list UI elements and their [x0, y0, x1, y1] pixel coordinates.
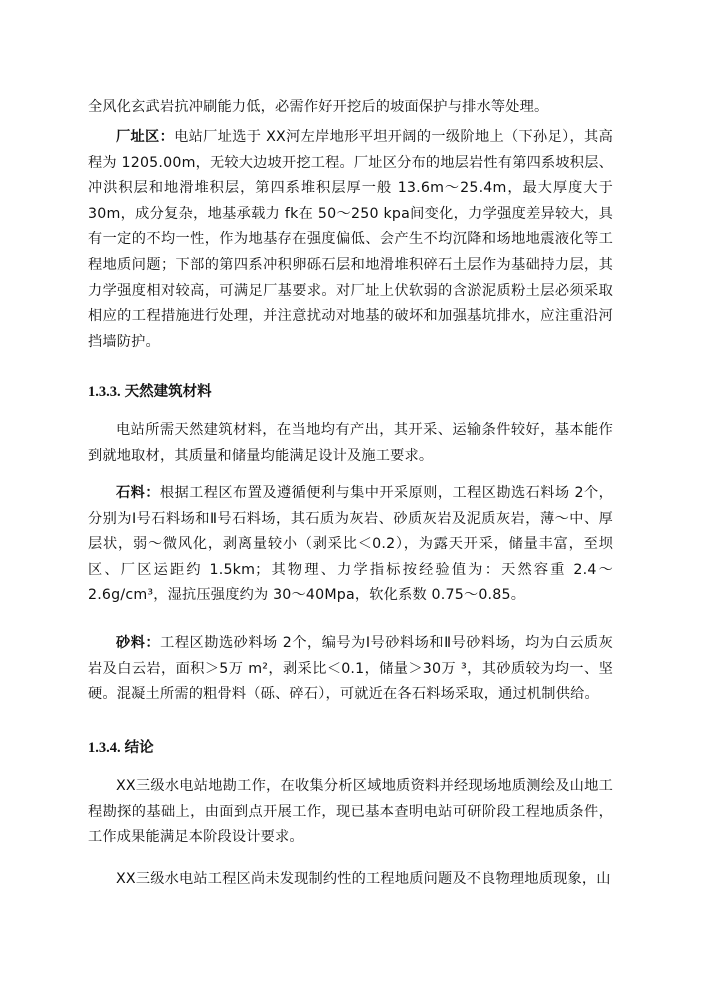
paragraph-text: 全风化玄武岩抗冲刷能力低，必需作好开挖后的坡面保护与排水等处理。	[88, 99, 549, 115]
paragraph-text: 电站厂址选于 XX河左岸地形平坦开阔的一级阶地上（下孙足），其高程为 1205.00m，无较大边坡开挖工程。厂址区分布的地层岩性有第四系坡积层、冲洪积层和地滑堆积层，第四系堆积层厚一般 13.6m～25.4m，最大厚度大于 30m，成分复杂，地基承载力 fk在 50～250 kpa间变化，力学强度差异较大，具有一定的不均一性，作为地基存在强度偏低、会产生不均沉降和场地地震液化等工程地质问题；下部的第四系冲积卵砾石层和地滑堆积碎石土层作为基础持力层，其力学强度相对较高，可满足厂基要求。对厂址上伏软弱的含淤泥质粉土层必须采取相应的工程措施进行处理，并注意扰动对地基的破坏和加强基坑排水，应注重沿河挡墙防护。	[88, 129, 613, 350]
section-number: 1.3.4.	[88, 740, 121, 756]
paragraph-conclusion-geology	[88, 867, 613, 893]
paragraph-conclusion-work	[88, 774, 613, 851]
paragraph-text: XX三级水电站工程区尚未发现制约性的工程地质问题及不良物理地质现象，山	[116, 871, 611, 887]
section-heading-conclusion	[88, 737, 154, 759]
paragraph-text: 根据工程区布置及遵循便利与集中开采原则，工程区勘选石料场 2个，分别为Ⅰ号石料场和Ⅱ号石料场，其石质为灰岩、砂质灰岩及泥质灰岩，薄～中、厚层状，弱～微风化，剥离量较小（剥采比＜0.2），为露天开采，储量丰富，至坝区、厂区运距约 1.5km；其物理、力学指标按经验值为：天然容重 2.4～2.6g/cm³，湿抗压强度约为 30～40Mpa，软化系数 0.75～0.85。	[88, 485, 613, 604]
paragraph-slope-protection	[88, 95, 613, 121]
section-heading-building-materials	[88, 381, 212, 403]
paragraph-text: 工程区勘选砂料场 2个，编号为Ⅰ号砂料场和Ⅱ号砂料场，均为白云质灰岩及白云岩，面积＞5万 m²，剥采比＜0.1，储量＞30万 ³，其砂质较为均一、坚硬。混凝土所需的粗骨料（砾、碎石），可就近在各石料场采取，通过机制供给。	[88, 635, 613, 703]
section-title: 结论	[124, 740, 154, 756]
paragraph-sand-material	[88, 631, 613, 708]
paragraph-lead-label: 砂料：	[116, 635, 161, 651]
paragraph-stone-material	[88, 481, 613, 609]
paragraph-plant-site	[88, 125, 613, 355]
section-title: 天然建筑材料	[124, 384, 212, 400]
paragraph-lead-label: 厂址区：	[116, 129, 175, 145]
section-number: 1.3.3.	[88, 384, 121, 400]
paragraph-text: XX三级水电站地勘工作，在收集分析区域地质资料并经现场地质测绘及山地工程勘探的基础上，由面到点开展工作，现已基本查明电站可研阶段工程地质条件，工作成果能满足本阶段设计要求。	[88, 778, 613, 846]
paragraph-lead-label: 石料：	[116, 485, 160, 501]
paragraph-materials-intro	[88, 418, 613, 469]
paragraph-text: 电站所需天然建筑材料，在当地均有产出，其开采、运输条件较好，基本能作到就地取材，其质量和储量均能满足设计及施工要求。	[88, 422, 613, 464]
